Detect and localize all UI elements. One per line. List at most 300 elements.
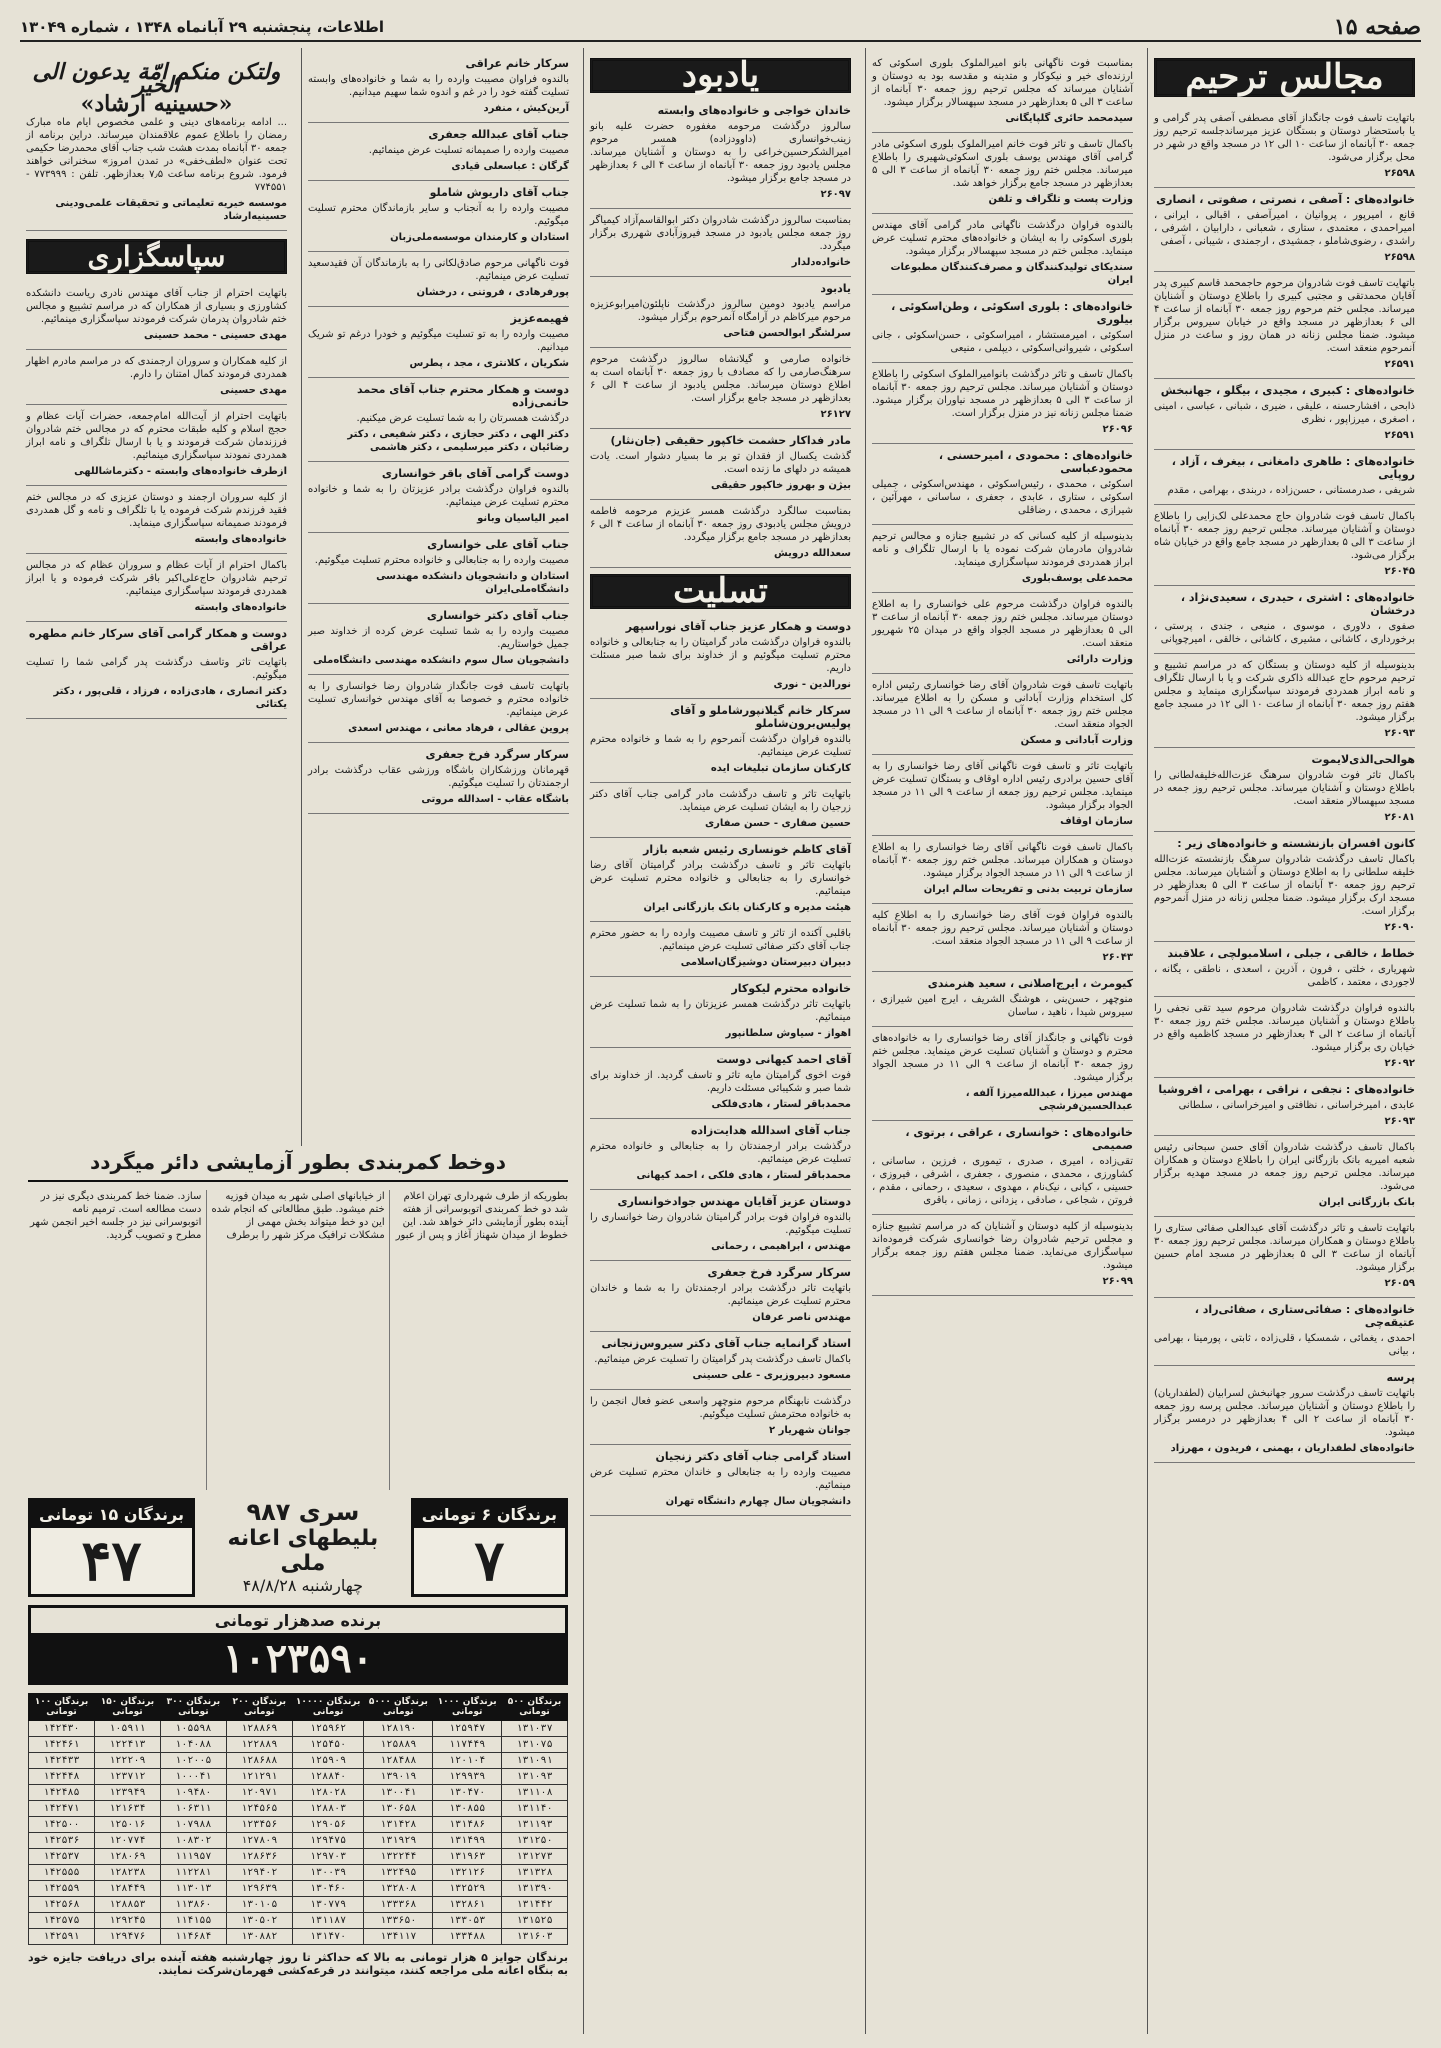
notice [308,181,569,252]
winners-column-header: برندگان ۵۰۰۰ تومانی [364,1694,433,1721]
notice-sign: ۲۶۰۹۳ [1384,728,1415,739]
winning-number: ۱۳۰۷۷۹ [292,1897,364,1913]
winning-number: ۱۳۱۲۷۳ [502,1849,568,1865]
notice-title: استاد گرامی جناب آقای دکتر زنجیان [655,1450,851,1463]
winning-number: ۱۰۷۹۸۸ [160,1817,226,1833]
notice-sign: سازمان تربیت بدنی و تفریحات سالم ایران [923,884,1133,895]
winning-number: ۱۱۳۰۱۳ [160,1881,226,1897]
winning-number: ۱۳۱۴۹۹ [433,1833,502,1849]
lottery-intro: بطوریکه از طرف شهرداری تهران اعلام شد دو خط کمربندی اتوبوسرانی از هفته آینده بطور آزمایشی دائر خواهد شد. این خطوط از میدان شهناز آغاز و پس از عبور از خیابانهای اصلی شهر به میدان فوزیه ختم میشود. طبق مطالعاتی که انجام شده این دو خط میتواند بخش مهمی از مشکلات ترافیک مرکز شهر را برطرف سازد. ضمنا خط کمربندی دیگری نیز در دست مطالعه است. ترمیم نامه اتوبوسرانی نیز در جلسه اخیر انجمن شهر مطرح و تصویب گردید. [30,1191,568,1241]
notice-body: باتهایت تاسف فوت شادروان آقای رضا خوانساری رئیس اداره کل استخدام وزارت آبادانی و مسکن را به اطلاع میرساند. مجلس ختم روز جمعه ۳۰ آبانماه از ساعت ۹ الی ۱۱ در مسجد الجواد منعقد است. [872,680,1133,730]
page-header [20,14,1421,42]
notice-body: بالندوه فراوان درگذشت مرحوم علی خوانساری را به اطلاع دوستان میرساند. مجلس ختم روز جمعه ۳۰ آبانماه از ساعت ۳ الی ۵ بعدازظهر در مسجد الجواد واقع در میدان ۲۵ شهریور منعقد است. [872,599,1133,649]
notice-body: بالندوه فراوان درگذشت شادروان مرحوم سید تقی نجفی را باطلاع دوستان و آشنایان میرساند. مجلس ختم روز جمعه ۳۰ آبانماه از ساعت ۲ الی ۴ بعدازظهر در مسجد کاظمیه واقع در خیابان ری برگزار میشود. [1154,1003,1415,1053]
notice-sign: سیدمحمد حائری گلپایگانی [1005,113,1133,124]
notice-sign: محمدباقر لستار ، هادی‌فلکی [711,1099,851,1110]
winners-column-header: برندگان ۵۰۰ تومانی [502,1694,568,1721]
winning-number: ۱۲۰۷۷۴ [94,1833,160,1849]
series-date: چهارشنبه ۴۸/۸/۲۸ [242,1576,364,1595]
winners-table [28,1693,568,1945]
winning-number: ۱۴۲۵۹۱ [29,1929,95,1945]
winning-number: ۱۳۱۲۵۰ [502,1833,568,1849]
notice-title: کیومرث ، ایرج‌اصلانی ، سعید هنرمندی [927,977,1133,990]
winning-number: ۱۳۰۵۰۲ [226,1913,292,1929]
notice [590,1390,851,1445]
winning-number: ۱۲۹۰۵۶ [292,1817,364,1833]
winning-number: ۱۴۲۴۴۸ [29,1769,95,1785]
notice-sign: ۲۶۰۹۷ [820,189,851,200]
winning-number: ۱۴۲۵۳۷ [29,1849,95,1865]
winning-number: ۱۲۳۷۱۲ [94,1769,160,1785]
winning-number: ۱۳۱۶۰۳ [502,1929,568,1945]
notice-title: خطاط ، خالقی ، جبلی ، اسلامبولچی ، علاقبند [1167,947,1415,960]
notice-title: هوالحی‌الذی‌لایموت [1311,753,1415,766]
notice-list [590,99,851,1516]
winners-column-header: برندگان ۱۰۰ تومانی [29,1694,95,1721]
winning-number: ۱۳۰۰۴۱ [364,1785,433,1801]
notice-sign: بیژن و بهروز خاکپور حقیقی [711,480,851,491]
notice-body: بالندوه فراوان درگذشت ناگهانی مادر گرامی آقای مهندس بلوری اسکوئی را به ایشان و خانواده‌های محترم تسلیت عرض مینماید. مجلس ختم در مسجد سپهسالار برگزار میشود. [872,220,1133,257]
prize-6-label: برندگان ۶ تومانی [414,1501,565,1528]
winning-number: ۱۲۸۰۶۹ [94,1849,160,1865]
prize-15-number: ۴۷ [81,1528,142,1594]
notice-sign: نورالدین - نوری [773,679,851,690]
notice-body: مصیبت وارده را به جنابعالی و خانواده محترم تسلیت میگوئیم. [314,555,569,566]
winning-number: ۱۳۰۴۶۰ [292,1881,364,1897]
notice-title: خانواده‌های : آصفی ، نصرتی ، صفوتی ، انصاری [1156,193,1415,206]
masthead: اطلاعات، پنجشنبه ۲۹ آبانماه ۱۳۴۸ ، شماره ۱۳۰۴۹ [20,18,384,36]
winning-number: ۱۳۱۱۰۸ [502,1785,568,1801]
notice-title: خاندان خواجی و خانواده‌های وابسته [657,104,851,117]
condolence-banner: تسلیت [590,574,851,609]
notice-sign: ۲۶۰۴۳ [1102,952,1133,963]
winning-number: ۱۲۳۹۴۹ [94,1785,160,1801]
notice [872,1215,1133,1296]
winning-number: ۱۲۸۴۴۹ [94,1881,160,1897]
winning-number: ۱۴۲۵۵۹ [29,1881,95,1897]
notice-body: احمدی ، یغمائی ، شمسکیا ، قلی‌زاده ، ثابتی ، پورمینا ، بهرامی ، بیانی [1154,1333,1415,1357]
winning-number: ۱۴۲۵۳۶ [29,1833,95,1849]
notice-title: جناب آقای اسدالله هدایت‌زاده [690,1124,851,1137]
notice [308,52,569,123]
winning-number: ۱۲۵۹۶۲ [292,1721,364,1737]
winning-number: ۱۳۰۶۵۸ [364,1801,433,1817]
notice [590,922,851,977]
notice-body: از کلیه سروران ارجمند و دوستان عزیزی که در مجالس ختم فقید فرزندم شرکت فرموده یا با تلگراف و نامه و گل همدردی فرمودند صمیمانه سپاسگزاری مینماید. [26,492,287,529]
notice-sign: خانواده‌های لطفداریان ، بهمنی ، فریدون ، مهرزاد [1170,1443,1415,1454]
winning-number: ۱۴۲۴۳۳ [29,1753,95,1769]
winning-number: ۱۲۹۶۳۹ [226,1881,292,1897]
notice-body: بالندوه فراوان درگذشت برادر عزیزتان را به شما و خانواده محترم تسلیت عرض مینمائیم. [308,484,569,508]
notice-body: فوت ناگهانی مرحوم صادق‌لکانی را به بازماندگان آن فقیدسعید تسلیت عرض مینمائیم. [308,258,569,282]
notice-body: باتهایت تاسف فوت شادروان مرحوم حاجمحمد قاسم کبیری پدر آقایان محمدتقی و مجتبی کبیری را باطلاع دوستان و آشنایان میرساند. مجلس ختم مرحوم روز جمعه ۳۰ آبانماه از ساعت ۴ الی ۶ بعدازظهر در مسجد واقع در خیابان سیروس برگزار میشود. ضمنا مجلس زنانه در همان روز و ساعت در منزل آنمرحوم منعقد است. [1154,278,1416,354]
winning-number: ۱۳۱۱۸۷ [292,1913,364,1929]
winning-number: ۱۳۲۲۴۴ [364,1849,433,1865]
notice-body: باتهایت تاسف فوت جانگداز شادروان رضا خوانساری را به خانواده محترم و خصوصا به آقای مهندس خوانساری تسلیت عرض مینمائیم. [308,681,569,718]
notice-sign: آرین‌کیش ، منفرد [483,103,569,114]
notice [872,674,1133,755]
notice [1154,654,1415,748]
notice-body: باکمال تاسف درگذشت شادروان آقای حسن سبحانی رئیس شعبه امیریه بانک بازرگانی ایران را باطلاع دوستان و همکاران میرساند. مجلس ترحیم روز جمعه در مسجد مهدیه برگزار می‌شود. [1154,1142,1415,1192]
prize-6-number: ۷ [474,1528,505,1594]
notice [308,378,569,462]
notice-sign: مهندس ناصر عرفان [752,1312,851,1323]
table-row [29,1929,568,1945]
notice-sign: جوانان شهریار ۲ [769,1425,851,1436]
notice-body: باقلبی آکنده از تاثر و تاسف مصیبت وارده را به حضور محترم جناب آقای دکتر صفائی تسلیت عرض مینمائیم. [590,928,851,952]
notice-sign: شکریان ، کلانتری ، مجد ، پطرس [409,358,569,369]
winning-number: ۱۲۸۸۰۳ [292,1801,364,1817]
winning-number: ۱۳۱۱۴۰ [502,1801,568,1817]
notice-title: خانواده‌های : کبیری ، مجیدی ، بیگلو ، جهانبخش [1160,384,1415,397]
notice-body: اسکوئی ، محمدی ، رئیس‌اسکوئی ، مهندس‌اسکوئی ، جمیلی اسکوئی ، ستاری ، عابدی ، جعفری ، ساسانی ، مهرآئین ، شیرازی ، محمدی ، رضاقلی [872,479,1133,516]
notice-body: باکمال احترام از آیات عظام و سروران عظام که در مجالس ترحیم شادروان حاج‌علی‌اکبر باقر شرکت فرموده و یا ابراز همدردی فرمودند سپاسگزاری مینمائیم. [26,560,287,597]
winning-number: ۱۳۴۱۱۷ [364,1929,433,1945]
notice [308,743,569,814]
table-row [29,1865,568,1881]
prize-15-label: برندگان ۱۵ تومانی [31,1501,192,1528]
winning-number: ۱۳۲۵۲۹ [433,1881,502,1897]
notice [308,604,569,675]
notice [590,1445,851,1516]
column-remembrance [583,48,857,2034]
notice-sign: مهدی حسینی - محمد حسینی [143,330,287,341]
notice-title: دوست و همکار محترم جناب آقای محمد حاتمی‌زاده [356,383,569,409]
winning-number: ۱۳۰۴۷۰ [433,1785,502,1801]
table-row [29,1833,568,1849]
notice-title: دوست و همکار گرامی آقای سرکار خانم مطهره عراقی [28,627,287,653]
winners-column-header: برندگان ۲۰۰ تومانی [226,1694,292,1721]
notice-sign: استادان و کارمندان موسسه‌ملی‌زبان [390,232,569,243]
winning-number: ۱۳۳۴۸۸ [433,1929,502,1945]
notice [872,52,1133,133]
winning-number: ۱۲۸۰۲۸ [292,1785,364,1801]
winning-number: ۱۰۸۳۰۲ [160,1833,226,1849]
winning-number: ۱۳۲۴۹۵ [364,1865,433,1881]
winning-number: ۱۲۹۷۰۳ [292,1849,364,1865]
notice [590,99,851,209]
notice [872,295,1133,363]
winning-number: ۱۳۱۳۹۰ [502,1881,568,1897]
notice-body: باکمال تاسف فوت شادروان حاج محمدعلی لک‌زایی را باطلاع دوستان و آشنایان میرساند. مجلس ترحیم روز جمعه ۳۰ آبانماه از ساعت ۳ الی ۵ بعدازظهر در مسجد جامع واقع در خیابان شاه برگزار می‌شود. [1154,511,1416,561]
notice-title: خانواده محترم لیکوکار [731,982,851,995]
notice [872,836,1133,904]
notice [590,838,851,922]
notice-sign: سازمان اوقاف [1060,816,1133,827]
notice [872,755,1133,836]
notice-title: مادر فداکار حشمت خاکپور حقیقی (جان‌نثار) [610,434,851,447]
notice [26,622,287,719]
notice [872,525,1133,593]
winning-number: ۱۱۱۹۵۷ [160,1849,226,1865]
series-subtitle: بلیطهای اعانه ملی [227,1526,379,1576]
column-condolence-4 [301,48,575,1146]
remembrance-banner: یادبود [590,58,851,93]
program-body: ... ادامه برنامه‌های دینی و علمی مخصوص ایام ماه مبارک رمضان را باطلاع عموم علاقمندان میرساند. دراین برنامه از جمعه ۳۰ آبانماه بمدت هشت شب جناب آقای محمدرضا حکیمی تحت عنوان «لطف‌خفی» در تمدن امروز» سخنرانی خواهند فرمود. شروع برنامه ساعت ۷٫۵ بعدازظهر. تلفن : ۷۷۳۹۹۹ - ۷۷۴۵۵۱ [26,117,288,193]
notice-body: باتهایت تاثر و تاسف فوت ناگهانی آقای رضا خوانساری را به آقای حسین برادری رئیس اداره اوقاف و بستگان تسلیت عرض مینماید. مجلس ترحیم روز جمعه از ساعت ۹ الی ۱۱ در مسجد الجواد برگزار میشود. [872,761,1133,811]
notice-body: باکمال تاسف و تاثر درگذشت بانوامیرالملوک اسکوئی را باطلاع دوستان و آشنایان میرساند. مجلس ترحیم روز جمعه ۳۰ آبانماه از ساعت ۳ الی ۵ بعدازظهر در مسجد نیاوران برگزار میشود. ضمنا مجلس زنانه نیز در منزل برگزار است. [872,369,1134,419]
notice-title: استاد گرانمایه جناب آقای دکتر سیروس‌زنجانی [601,1337,851,1350]
notice [1154,942,1415,997]
notice-sign: دکتر انصاری ، هادی‌زاده ، فرزاد ، قلی‌پور ، دکتر یکتائی [53,686,287,710]
winning-number: ۱۲۵۹۴۷ [433,1721,502,1737]
column-memorial [1147,48,1421,2034]
winning-number: ۱۲۹۲۴۵ [94,1913,160,1929]
notice [590,277,851,348]
winning-number: ۱۴۲۴۶۱ [29,1737,95,1753]
notice-title: یادبود [820,282,851,295]
notice [590,699,851,783]
winning-number: ۱۳۱۵۲۵ [502,1913,568,1929]
notice-body: درگذشت برادر ارجمندتان را به جنابعالی و خانواده محترم تسلیت عرض مینمائیم. [590,1141,851,1165]
notice [590,1119,851,1190]
winning-number: ۱۲۱۶۳۴ [94,1801,160,1817]
notice-list [1154,107,1415,1463]
winning-number: ۱۲۸۶۸۸ [226,1753,292,1769]
notice-title: خانواده‌های : خوانساری ، عراقی ، برتوی ، صمیمی [905,1126,1133,1152]
notice-title: دوستان عزیز آقایان مهندس جوادخوانساری [617,1195,851,1208]
notice-sign: ۲۶۰۸۱ [1384,812,1415,823]
notice-sign: هیئت مدیره و کارکنان بانک بازرگانی ایران [643,902,851,913]
table-row [29,1737,568,1753]
column-thanks [20,48,293,1146]
notice-list [872,52,1133,1296]
notice-sign: ۲۶۰۹۹ [1102,1276,1133,1287]
table-row [29,1897,568,1913]
notice-sign: خانواده‌دلدار [791,257,851,268]
winning-number: ۱۲۴۵۶۵ [226,1801,292,1817]
notice-title: دوست و همکار عزیز جناب آقای نوراسپهر [625,620,851,633]
winning-number: ۱۰۵۹۱۱ [94,1721,160,1737]
notice-body: تقی‌زاده ، امیری ، صدری ، تیموری ، فرزین ، ساسانی ، کشاورزی ، محمدی ، منصوری ، جعفری ، اشرفی ، فیروزی ، حسینی ، کیانی ، نیک‌نام ، مهدوی ، سعیدی ، رحمانی ، مقدم ، فروتن ، شجاعی ، صادقی ، یزدانی ، زمانی ، باقری [872,1156,1133,1206]
notice [872,904,1133,972]
notice [590,1190,851,1261]
notice [308,462,569,533]
notice [1154,188,1415,272]
notice-sign: پورفرهادی ، فروتنی ، درخشان [416,287,569,298]
winning-number: ۱۳۱۰۷۵ [502,1737,568,1753]
notice-body: بالندوه فراوان مصیبت وارده را به شما و خانواده‌های وابسته تسلیت گفته خود را در غم و اندوه شما سهیم میدانیم. [308,74,569,98]
winning-number: ۱۱۴۶۸۴ [160,1929,226,1945]
notice [308,307,569,378]
winning-number: ۱۰۴۰۸۸ [160,1737,226,1753]
notice [590,348,851,429]
notice-body: باتهایت تاسف فوت جانگداز آقای مصطفی آصفی پدر گرامی و یا باستحضار دوستان و بستگان عزیز میرساندجلسه ترحیم روز جمعه ۳۰ آبانماه از ساعت ۱۰ الی ۱۲ در مسجد واقع در شهر در محل برگزار می‌شود. [1154,113,1415,163]
notice [872,214,1133,295]
notice-title: کانون افسران بازنشسته و خانواده‌های زیر : [1177,837,1415,850]
notice-sign: مهندس ، ابراهیمی ، رحمانی [711,1241,851,1252]
winning-number: ۱۱۷۴۴۹ [433,1737,502,1753]
notice-sign: استادان و دانشجویان دانشکده مهندسی دانشگاه‌ملی‌ایران [376,571,569,595]
notice [26,282,287,350]
winning-number: ۱۳۹۰۱۹ [364,1769,433,1785]
quran-verse: ولتکن منکم امّة یدعون الی الخیر [32,59,281,98]
notice [590,500,851,568]
notice-title: جناب آقای داریوش شاملو [429,186,569,199]
notice-sign: ۲۶۱۲۷ [820,409,851,420]
notice [590,1332,851,1390]
notice [590,1048,851,1119]
notice-title: سرکار خانم عراقی [465,57,569,70]
prize-box-6 [411,1498,568,1597]
notice-title: پرسه [1386,1371,1415,1384]
notice-title: جناب آقای دکتر خوانساری [426,609,569,622]
notice-title: دوست گرامی آقای باقر خوانساری [381,467,569,480]
notice-title: فهیمه‌عزیز [510,312,569,325]
notice-body: ذابحی ، افشارحسنه ، علیقی ، ضیری ، شبانی ، عباسی ، امینی ، اصغری ، میرزاپور ، نظری [1154,401,1415,425]
notice-body: باتهایت تاثر درگذشت برادر ارجمندتان را به شما و خاندان محترم تسلیت عرض مینمائیم. [590,1283,851,1307]
notice-title: جناب آقای علی خوانساری [427,538,569,551]
lottery-headline: دوخط کمربندی بطور آزمایشی دائر میگردد [28,1150,568,1182]
notice [1154,1136,1415,1217]
notice-title: جناب آقای عبدالله جعفری [428,128,569,141]
notice-body: صفوی ، دلاوری ، موسوی ، منیعی ، جندی ، پرستی ، برخورداری ، کاشانی ، مشیری ، کاشانی ، خالقی ، امیرچوپانی [1154,621,1415,645]
notice-body: مصیبت وارده را به آنجناب و سایر بازماندگان محترم تسلیت میگوئیم. [308,203,569,227]
notice-sign: وزارت دارائی [1066,654,1133,665]
winning-number: ۱۲۰۱۰۴ [433,1753,502,1769]
table-row [29,1801,568,1817]
winning-number: ۱۱۲۲۸۱ [160,1865,226,1881]
notice-body: خانواده صارمی و گیلانشاه سالروز درگذشت مرحوم سرهنگ‌صارمی را که مصادف با روز جمعه ۳۰ آبانماه است به اطلاع دوستان میرساند. مجلس یادبود از ساعت ۴ الی ۶ بعدازظهر در مسجد جامع برگزار است. [590,354,851,404]
notice [1154,505,1415,586]
notice-body: درگذشت نابهنگام مرحوم منوچهر واسعی عضو فعال انجمن را به خانواده محترمش تسلیت میگوئیم. [590,1396,851,1420]
notice [1154,832,1415,942]
notice-body: مصیبت وارده را به تو تسلیت میگوئیم و خودرا درغم تو شریک میدانیم. [308,329,569,353]
winning-number: ۱۳۳۶۵۰ [364,1913,433,1929]
page-number: صفحه ۱۵ [1333,14,1421,40]
notice-title: خانواده‌های : نجفی ، نراقی ، بهرامی ، افروشیا [1158,1083,1415,1096]
thanks-banner: سپاسگزاری [26,239,287,274]
notice [1154,379,1415,450]
notice-body: باکمال تاسف و تاثر فوت خانم امیرالملوک بلوری اسکوئی مادر گرامی آقای مهندس یوسف بلوری اسکوئی‌شهیری را باطلاع میرساند. مجلس ختم روز جمعه ۳۰ آبانماه از ساعت ۳ الی ۵ بعدازظهر در مسجد جامع برگزار خواهد شد. [872,139,1133,189]
notice-body: باتهایت تاسف و تاثر درگذشت آقای عبدالعلی صفائی ستاری را باطلاع دوستان و همکاران میرساند. مجلس ترحیم روز جمعه ۳۰ آبانماه از ساعت ۳ الی ۵ بعدازظهر در مسجد امام حسین برگزار میشود. [1154,1223,1415,1273]
notice-sign: اهواز - سیاوش سلطانپور [725,1028,851,1039]
notice-body: درگذشت همسرتان را به شما تسلیت عرض میکنیم. [356,413,569,424]
notice-body: مصیبت وارده را صمیمانه تسلیت عرض مینمائیم. [368,145,569,156]
winning-number: ۱۳۱۹۶۳ [433,1849,502,1865]
winning-number: ۱۳۲۸۰۸ [364,1881,433,1897]
winning-number: ۱۰۶۳۱۱ [160,1801,226,1817]
notice-sign: ۲۶۵۹۱ [1384,430,1415,441]
notice-title: خانواده‌های : صفائی‌ستاری ، صفائی‌راد ، عتیقه‌چی [1194,1303,1415,1329]
notice [872,444,1133,525]
notice-sign: امیر الیاسیان وبانو [477,513,569,524]
memorial-banner: مجالس ترحیم [1154,58,1415,97]
winning-number: ۱۴۲۵۶۸ [29,1897,95,1913]
winning-number: ۱۴۲۴۳۰ [29,1721,95,1737]
winning-number: ۱۳۱۴۴۲ [502,1897,568,1913]
notice-sign: ازطرف خانواده‌های وابسته - دکترماشاللهی [74,466,287,477]
winning-number: ۱۴۲۵۰۰ [29,1817,95,1833]
notice [1154,1078,1415,1136]
winning-number: ۱۲۲۸۸۹ [226,1737,292,1753]
winning-number: ۱۲۸۴۸۸ [364,1753,433,1769]
notice [590,615,851,699]
table-row [29,1785,568,1801]
notice-sign: وزارت آبادانی و مسکن [1020,735,1133,746]
notice-sign: وزارت پست و تلگراف و تلفن [988,194,1133,205]
notice-sign: خانواده‌های وابسته [194,534,287,545]
table-row [29,1753,568,1769]
notice [1154,1217,1415,1298]
notice-sign: خانواده‌های وابسته [194,602,287,613]
notice [308,675,569,743]
notice [1154,997,1415,1078]
notice-title: سرکار سرگرد فرخ جعفری [425,748,569,761]
notice-sign: مهدی حسینی [220,385,287,396]
notice [872,133,1133,214]
notice-body: بالندوه فراوان درگذشت مادر گرامیتان را به جنابعالی و خانواده محترم تسلیت میگوئیم و از خداوند برای شما صبر مسئلت داریم. [590,637,851,674]
winning-number: ۱۴۲۵۷۵ [29,1913,95,1929]
lottery-footnote: برندگان جوایز ۵ هزار تومانی به بالا که حداکثر تا روز چهارشنبه هفته آینده برای دریافت جایزه خود به بنگاه اعانه ملی مراجعه کنند، میتوانند در قرعه‌کشی فهرمان‌شرکت نمایند. [28,1951,568,1977]
winning-number: ۱۳۲۱۲۶ [433,1865,502,1881]
notice-body: فوت ناگهانی و جانگداز آقای رضا خوانساری را به خانواده‌های محترم و دوستان و آشنایان تسلیت عرض مینماید. مجلس ختم روز جمعه ۳۰ آبانماه از ساعت ۹ الی ۱۱ در مسجد الجواد برگزار میشود. [872,1033,1133,1083]
winning-number: ۱۳۰۰۳۹ [292,1865,364,1881]
notice-body: بدینوسیله از کلیه دوستان و آشنایان که در مراسم تشییع جنازه و مجلس ترحیم شادروان رضا خوانساری شرکت فرموده‌اند سپاسگزاری می‌نماید. ضمنا مجلس هفتم روز جمعه برگزار میشود. [872,1221,1133,1271]
notice [872,363,1133,444]
winning-number: ۱۳۰۱۰۵ [226,1897,292,1913]
series-info [203,1498,403,1597]
notice-sign: ۲۶۰۹۳ [1384,1116,1415,1127]
notice-body: قانع ، امیرپور ، پروانیان ، امیرآصفی ، اقبالی ، ایرانی ، امیراحمدی ، معتمدی ، ستاری ، شعبانی ، دارابیان ، اشرفی ، راشدی ، رضوی‌شاملو ، جمشیدی ، ارجمندی ، شیبانی ، آصفی [1154,210,1415,247]
winning-number: ۱۳۱۰۹۱ [502,1753,568,1769]
notice-body: بدینوسیله از کلیه دوستان و بستگان که در مراسم تشییع و ترحیم مرحوم حاج عبدالله ذاکری شرکت و یا با ارسال تلگراف و نامه ابراز همدردی فرمودند سپاسگزاری مینماید و مجلس هفتم روز جمعه ۳۰ آبانماه از ساعت ۱۰ الی ۱۲ در مسجد جامع برگزار میشود. [1154,660,1415,723]
grand-prize-label: برنده صدهزار تومانی [31,1608,565,1635]
notice-sign: ۲۶۰۵۹ [1384,1278,1415,1289]
notice [590,1261,851,1332]
notice-sign: باشگاه عقاب - اسدالله مروتی [421,794,569,805]
winning-number: ۱۰۲۰۰۵ [160,1753,226,1769]
winning-number: ۱۲۸۱۹۰ [364,1721,433,1737]
notice-sign: پروین عقالی ، فرهاد معانی ، مهندس اسعدی [348,723,569,734]
notice-title: خانواده‌های : اشتری ، حیدری ، سعیدی‌نژاد ، درخشان [1180,591,1415,617]
notice-body: سالروز درگذشت مرحومه مغفوره حضرت علیه بانو زینب‌خوانساری (داوودزاده) همسر مرحوم امیرالشکرحسین‌خراعی را به دوستان و آشنایان میرساند. مجلس یادبود روز جمعه ۳۰ آبانماه از ساعت ۴ الی ۶ بعدازظهر در مسجد جامع برگزار میشود. [590,121,851,184]
notice-body: مراسم یادبود دومین سالروز درگذشت ناپلئون‌امیرابوعزیزه مرحوم میرکاظم در آرامگاه آنمرحوم برگزار میشود. [590,299,851,323]
notice-body: بالندوه فراوان فوت آقای رضا خوانساری را به اطلاع کلیه دوستان و آشنایان میرساند. مجلس ترحیم روز جمعه ۳۰ آبانماه از ساعت ۹ الی ۱۱ در مسجد الجواد منعقد است. [872,910,1134,947]
winning-number: ۱۲۷۸۰۹ [226,1833,292,1849]
winning-number: ۱۲۵۴۵۰ [292,1737,364,1753]
table-row [29,1769,568,1785]
notice-body: باتهایت تاثر درگذشت همسر عزیزتان را به شما تسلیت عرض مینمائیم. [590,999,851,1023]
winning-number: ۱۱۴۱۵۵ [160,1913,226,1929]
winners-body [29,1721,568,1945]
notice-sign: محمدباقر لستار ، هادی فلکی ، احمد کیهانی [636,1170,851,1181]
winning-number: ۱۳۱۹۲۹ [364,1833,433,1849]
notice-sign: سعدالله درویش [773,548,851,559]
notice-body: باکمال تاثر فوت شادروان سرهنگ عزت‌الله‌خلیفه‌لطانی را باطلاع دوستان و آشنایان میرساند. مجلس ترحیم روز جمعه در مسجد سپهسالار منعقد است. [1154,770,1415,807]
notice-sign: ۲۶۰۴۵ [1384,566,1415,577]
notice [590,977,851,1048]
notice-body: بالندوه فراوان درگذشت آنمرحوم را به شما و خانواده محترم تسلیت عرض مینمائیم. [590,734,851,758]
notice [872,1121,1133,1215]
notice-sign: دبیران دبیرستان دوشیزگان‌اسلامی [680,957,851,968]
winning-number: ۱۲۹۹۳۹ [433,1769,502,1785]
notice-body: شهریاری ، خلتی ، فرون ، آذرین ، اسعدی ، ناطقی ، یگانه ، لاجوردی ، معتمد ، کاظمی [1154,964,1415,988]
notice-sign: ۲۶۰۹۰ [1384,922,1415,933]
notice [26,486,287,554]
notice-sign: دکتر الهی ، دکتر حجازی ، دکتر شفیعی ، دکتر رضائیان ، دکتر میرسلیمی ، دکتر هاشمی [347,429,569,453]
program-notice [26,111,287,231]
winning-number: ۱۲۹۴۰۲ [226,1865,292,1881]
series-number: سری ۹۸۷ [246,1498,360,1526]
winning-number: ۱۳۱۴۸۶ [433,1817,502,1833]
notice-title: آقای کاظم خونساری رئیس شعبه بازار [643,843,851,856]
notice-sign: محمدعلی یوسف‌بلوری [1021,573,1133,584]
notice-sign: دانشجویان سال چهارم دانشگاه تهران [665,1496,851,1507]
winning-number: ۱۲۹۴۷۵ [292,1833,364,1849]
notice [590,209,851,277]
winning-number: ۱۳۰۸۸۲ [226,1929,292,1945]
